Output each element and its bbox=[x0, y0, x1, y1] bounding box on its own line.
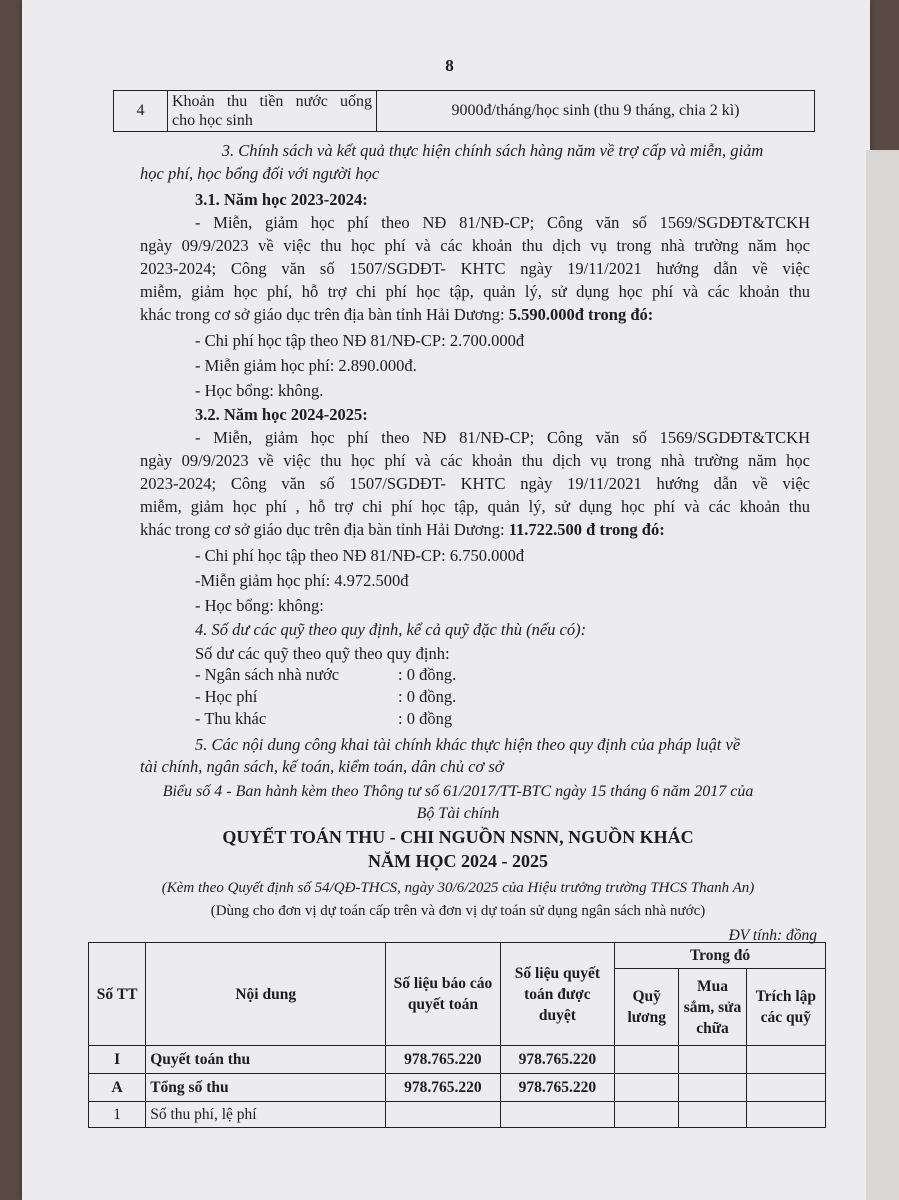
settlement-table bbox=[88, 942, 826, 1128]
y2-p3: 2023-2024; Công văn số 1507/SGDĐT- KHTC ngày 19/11/2021 hướng dẫn về việc bbox=[140, 474, 810, 493]
cell-approved bbox=[500, 1102, 614, 1128]
cell-content: Tổng số thu bbox=[146, 1074, 386, 1102]
page-number: 8 bbox=[445, 56, 454, 75]
sec5-l1: 5. Các nội dung công khai tài chính khác thực hiện theo quy định của pháp luật về bbox=[195, 735, 741, 754]
y1-p5 bbox=[140, 304, 653, 326]
cell-approved: 978.765.220 bbox=[500, 1046, 614, 1074]
cell-no: I bbox=[89, 1046, 146, 1074]
y2-b1: - Chi phí học tập theo NĐ 81/NĐ-CP: 6.750.000đ bbox=[195, 546, 525, 565]
fees-table-tail bbox=[113, 90, 815, 132]
y1-p4: miễm, giảm học phí, hỗ trợ chi phí học tập, quản lý, sử dụng học phí và các khoản thu bbox=[140, 282, 810, 301]
table-row bbox=[114, 91, 815, 132]
y1-b3: - Học bổng: không. bbox=[195, 381, 324, 400]
y1-total: 5.590.000đ trong đó: bbox=[508, 305, 654, 324]
cell-purchase bbox=[679, 1102, 746, 1128]
y2-b2: -Miễn giảm học phí: 4.972.500đ bbox=[195, 571, 409, 590]
row-item-line1: Khoản thu tiền nước uống bbox=[172, 93, 372, 110]
cell-salary bbox=[615, 1046, 679, 1074]
form-bieu-l2: Bộ Tài chính bbox=[416, 805, 500, 822]
y2-b3: - Học bổng: không: bbox=[195, 596, 324, 615]
form-bieu-l1: Biểu số 4 - Ban hành kèm theo Thông tư số 61/2017/TT-BTC ngày 15 tháng 6 năm 2017 của bbox=[162, 783, 754, 800]
cell-content: Quyết toán thu bbox=[146, 1046, 386, 1074]
table-header-row bbox=[89, 943, 826, 969]
table-row bbox=[89, 1046, 826, 1074]
sec3-heading-l1: 3. Chính sách và kết quả thực hiện chính sách hàng năm về trợ cấp và miễn, giảm bbox=[221, 141, 764, 160]
cell-approved: 978.765.220 bbox=[500, 1074, 614, 1102]
cell-funds bbox=[746, 1102, 825, 1128]
col-of-which: Trong đó bbox=[615, 943, 826, 969]
table-row bbox=[89, 1102, 826, 1128]
col-funds: Trích lập các quỹ bbox=[746, 969, 825, 1046]
cell-salary bbox=[615, 1074, 679, 1102]
y2-total: 11.722.500 đ trong đó: bbox=[508, 520, 665, 539]
fund-value: : 0 đồng. bbox=[398, 687, 457, 706]
y2-p5 bbox=[140, 519, 665, 541]
sec5-l2: tài chính, ngân sách, kế toán, kiểm toán, dân chủ cơ sở bbox=[140, 757, 504, 776]
y1-title: 3.1. Năm học 2023-2024: bbox=[195, 190, 368, 209]
y2-p1: - Miễn, giảm học phí theo NĐ 81/NĐ-CP; Công văn số 1569/SGDĐT&TCKH bbox=[195, 428, 810, 447]
form-unit: ĐV tính: đồng bbox=[728, 927, 817, 944]
y1-b2: - Miễn giảm học phí: 2.890.000đ. bbox=[195, 356, 417, 375]
cell-no: 1 bbox=[89, 1102, 146, 1128]
cell-content: Số thu phí, lệ phí bbox=[146, 1102, 386, 1128]
y1-b1: - Chi phí học tập theo NĐ 81/NĐ-CP: 2.700.000đ bbox=[195, 331, 525, 350]
cell-reported: 978.765.220 bbox=[386, 1046, 500, 1074]
y2-p4: miễm, giảm học phí , hỗ trợ chi phí học tập, quản lý, sử dụng học phí và các khoản thu bbox=[140, 497, 810, 516]
cell-purchase bbox=[679, 1074, 746, 1102]
col-content: Nội dung bbox=[146, 943, 386, 1046]
y1-p3: 2023-2024; Công văn số 1507/SGDĐT- KHTC ngày 19/11/2021 hướng dẫn về việc bbox=[140, 259, 810, 278]
col-reported: Số liệu báo cáo quyết toán bbox=[386, 943, 500, 1046]
form-title-l2: NĂM HỌC 2024 - 2025 bbox=[368, 851, 548, 871]
col-purchase: Mua sắm, sửa chữa bbox=[679, 969, 746, 1046]
y2-p2: ngày 09/9/2023 về việc thu học phí và các khoản thu dịch vụ trong nhà trường năm học bbox=[140, 451, 810, 470]
underlying-page bbox=[866, 150, 899, 1200]
form-sub2: (Dùng cho đơn vị dự toán cấp trên và đơn vị dự toán sử dụng ngân sách nhà nước) bbox=[210, 903, 706, 919]
y2-title: 3.2. Năm học 2024-2025: bbox=[195, 405, 368, 424]
y1-p2: ngày 09/9/2023 về việc thu học phí và các khoản thu dịch vụ trong nhà trường năm học bbox=[140, 236, 810, 255]
row-value: 9000đ/tháng/học sinh (thu 9 tháng, chia 2 kì) bbox=[377, 91, 815, 132]
cell-funds bbox=[746, 1046, 825, 1074]
cell-purchase bbox=[679, 1046, 746, 1074]
col-stt: Số TT bbox=[89, 943, 146, 1046]
y2-p5-text: khác trong cơ sở giáo dục trên địa bàn tỉnh Hải Dương: bbox=[140, 520, 509, 539]
cell-reported: 978.765.220 bbox=[386, 1074, 500, 1102]
fund-value: : 0 đồng bbox=[398, 709, 453, 728]
fund-label: - Học phí bbox=[195, 687, 258, 706]
sec4-intro: Số dư các quỹ theo quỹ theo quy định: bbox=[195, 644, 450, 663]
row-number: 4 bbox=[114, 91, 168, 132]
y1-p1: - Miễn, giảm học phí theo NĐ 81/NĐ-CP; Công văn số 1569/SGDĐT&TCKH bbox=[195, 213, 810, 232]
cell-salary bbox=[615, 1102, 679, 1128]
sec3-heading-l2: học phí, học bổng đối với người học bbox=[140, 164, 380, 183]
y1-p5-text: khác trong cơ sở giáo dục trên địa bàn tỉnh Hải Dương: bbox=[140, 305, 509, 324]
row-item-line2: cho học sinh bbox=[172, 112, 253, 129]
table-row bbox=[89, 1074, 826, 1102]
col-salary: Quỹ lương bbox=[615, 969, 679, 1046]
row-item bbox=[168, 91, 377, 132]
col-approved: Số liệu quyết toán được duyệt bbox=[500, 943, 614, 1046]
cell-no: A bbox=[89, 1074, 146, 1102]
form-sub1: (Kèm theo Quyết định số 54/QĐ-THCS, ngày 30/6/2025 của Hiệu trưởng trường THCS Thanh An) bbox=[161, 880, 755, 896]
fund-label: - Thu khác bbox=[195, 709, 267, 728]
fund-value: : 0 đồng. bbox=[398, 665, 457, 684]
fund-label: - Ngân sách nhà nước bbox=[195, 665, 340, 684]
cell-funds bbox=[746, 1074, 825, 1102]
cell-reported bbox=[386, 1102, 500, 1128]
sec4-heading: 4. Số dư các quỹ theo quy định, kể cả quỹ đặc thù (nếu có): bbox=[195, 620, 587, 639]
form-title-l1: QUYẾT TOÁN THU - CHI NGUỒN NSNN, NGUỒN KHÁC bbox=[222, 827, 694, 847]
